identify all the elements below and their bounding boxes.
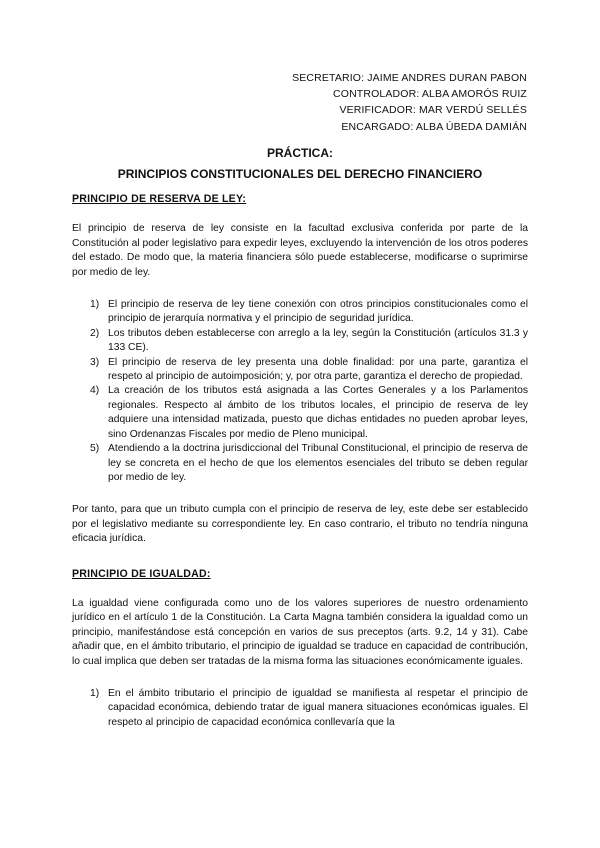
list-number: 1) xyxy=(90,687,100,699)
section-intro: El principio de reserva de ley consiste en la facultad exclusiva conferida por parte de la Constitución al poder legislativo para expedir leyes, excluyendo la intervención de los otros poderes del estado. De modo que, la materia financiera sólo puede establecerse, modificarse o suprimirse por medio de ley. xyxy=(72,223,528,278)
role-encargado: ENCARGADO: ALBA ÚBEDA DAMIÁN xyxy=(341,120,527,133)
section-heading-igualdad: PRINCIPIO DE IGUALDAD: xyxy=(72,567,211,580)
igualdad-list xyxy=(72,687,528,730)
list-text: El principio de reserva de ley tiene conexión con otros principios constitucionales como el principio de jerarquía normativa y el principio de seguridad jurídica. xyxy=(108,299,528,325)
list-item xyxy=(72,356,528,385)
list-text: Atendiendo a la doctrina jurisdiccional del Tribunal Constitucional, el principio de reserva de ley se concreta en el hecho de que los elementos esenciales del tributo se deben regular por medio de ley. xyxy=(108,443,528,483)
document-title xyxy=(72,144,528,184)
list-item xyxy=(72,442,528,485)
list-item xyxy=(72,384,528,442)
reserva-de-ley-list xyxy=(72,298,528,485)
list-item xyxy=(72,298,528,327)
list-text: Los tributos deben establecerse con arreglo a la ley, según la Constitución (artículos 31.3 y 133 CE). xyxy=(108,327,528,354)
list-text: El principio de reserva de ley presenta una doble finalidad: por una parte, garantiza el respeto al principio de autoimposición; y, por otra parte, garantiza el derecho de propiedad. xyxy=(108,356,528,383)
list-number: 3) xyxy=(90,356,100,368)
section-outro: Por tanto, para que un tributo cumpla con el principio de reserva de ley, este debe ser establecido por el legislativo mediante su correspondiente ley. En caso contrario, el tributo no tendría ninguna eficacia jurídica. xyxy=(72,504,528,545)
list-number: 2) xyxy=(90,327,100,339)
title-line-1: PRÁCTICA: xyxy=(267,146,333,160)
list-number: 5) xyxy=(90,443,100,455)
role-secretario: SECRETARIO: JAIME ANDRES DURAN PABON xyxy=(292,72,527,84)
list-number: 4) xyxy=(90,385,100,397)
list-number: 1) xyxy=(90,299,100,311)
role-verificador: VERIFICADOR: MAR VERDÚ SELLÉS xyxy=(339,104,527,117)
list-text: En el ámbito tributario el principio de igualdad se manifiesta al respetar el principio de capacidad económica, debiendo tratar de igual manera situaciones económicas iguales. El respeto al principio de capacidad económica conllevaría que la xyxy=(108,687,528,728)
section-heading-reserva-de-ley: PRINCIPIO DE RESERVA DE LEY: xyxy=(72,193,247,205)
list-text: La creación de los tributos está asignada a las Cortes Generales y a los Parlamentos regionales. Respecto al ámbito de los tributos locales, el principio de reserva de ley adquiere una intensidad matizada, puesto que dichas entidades no pueden aprobar leyes, sino Ordenanzas Fiscales por medio de Pleno municipal. xyxy=(108,385,528,440)
section-intro: La igualdad viene configurada como uno de los valores superiores de nuestro ordenamiento jurídico en el artículo 1 de la Constitución. La Carta Magna también considera la igualdad como un principio, manifestándose está concepción en varios de sus preceptos (arts. 9.2, 14 y 31). Cabe añadir que, en el ámbito tributario, el principio de igualdad se traduce en capacidad de contribución, lo cual implica que deben ser tratadas de la misma forma las situaciones económicamente iguales. xyxy=(72,597,528,667)
role-controlador: CONTROLADOR: ALBA AMORÓS RUIZ xyxy=(333,88,527,101)
roles-block xyxy=(292,70,527,135)
list-item xyxy=(72,687,528,730)
document-body xyxy=(72,192,528,730)
title-line-2: PRINCIPIOS CONSTITUCIONALES DEL DERECHO FINANCIERO xyxy=(117,167,483,181)
list-item xyxy=(72,327,528,356)
